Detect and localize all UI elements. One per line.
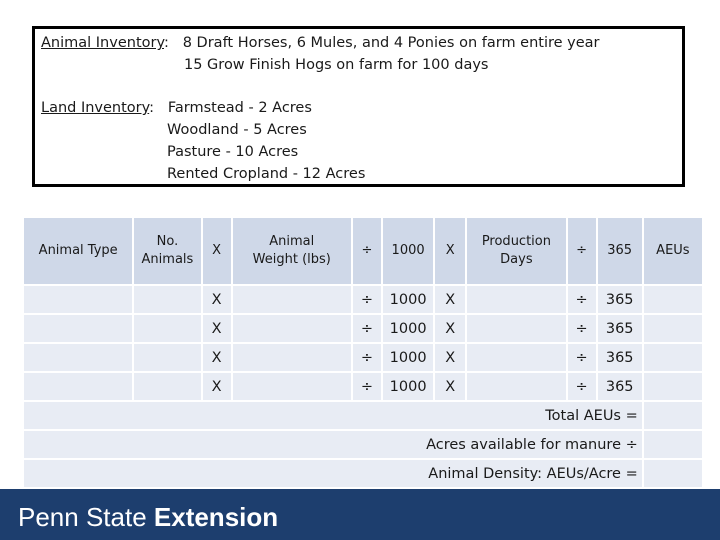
divide-cell-2: ÷ bbox=[568, 373, 596, 400]
animal-density-value[interactable] bbox=[644, 460, 702, 487]
animal-inventory-text-1: 8 Draft Horses, 6 Mules, and 4 Ponies on farm entire year bbox=[182, 35, 600, 51]
density-row bbox=[24, 460, 702, 487]
production-days-cell[interactable] bbox=[467, 286, 565, 313]
animal-type-cell[interactable] bbox=[24, 286, 132, 313]
land-inventory-line: Land Inventory: Farmstead - 2 Acres bbox=[41, 100, 312, 116]
weight-cell[interactable] bbox=[233, 344, 351, 371]
header-divide-2: ÷ bbox=[568, 218, 596, 284]
table-row bbox=[24, 286, 702, 313]
divide-cell-2: ÷ bbox=[568, 344, 596, 371]
weight-cell[interactable] bbox=[233, 315, 351, 342]
header-production-days: Production Days bbox=[467, 218, 565, 284]
header-thousand: 1000 bbox=[383, 218, 433, 284]
aeus-cell[interactable] bbox=[644, 286, 702, 313]
weight-cell[interactable] bbox=[233, 286, 351, 313]
no-animals-cell[interactable] bbox=[134, 315, 200, 342]
animal-inventory-line: Animal Inventory: 8 Draft Horses, 6 Mules, and 4 Ponies on farm entire year bbox=[41, 35, 600, 51]
penn-state-extension-logo bbox=[18, 502, 278, 533]
inventory-box bbox=[32, 26, 685, 187]
table-header-row bbox=[24, 218, 702, 284]
divide-cell: ÷ bbox=[353, 373, 381, 400]
times-cell: X bbox=[203, 344, 231, 371]
animal-type-cell[interactable] bbox=[24, 373, 132, 400]
aeu-calculation-table bbox=[22, 216, 704, 489]
divide-cell: ÷ bbox=[353, 315, 381, 342]
table-row bbox=[24, 315, 702, 342]
animal-type-cell[interactable] bbox=[24, 344, 132, 371]
header-divide: ÷ bbox=[353, 218, 381, 284]
header-aeus: AEUs bbox=[644, 218, 702, 284]
header-times: X bbox=[203, 218, 231, 284]
acres-available-label: Acres available for manure ÷ bbox=[24, 431, 642, 458]
land-inventory-label: Land Inventory bbox=[41, 100, 150, 116]
production-days-cell[interactable] bbox=[467, 315, 565, 342]
thousand-cell: 1000 bbox=[383, 286, 433, 313]
times-cell-2: X bbox=[435, 373, 465, 400]
land-item: Farmstead - 2 Acres bbox=[167, 100, 312, 116]
times-cell: X bbox=[203, 286, 231, 313]
times-cell-2: X bbox=[435, 344, 465, 371]
acres-row bbox=[24, 431, 702, 458]
land-item: Woodland - 5 Acres bbox=[167, 122, 307, 138]
times-cell: X bbox=[203, 373, 231, 400]
divide-cell: ÷ bbox=[353, 286, 381, 313]
acres-available-value[interactable] bbox=[644, 431, 702, 458]
aeus-cell[interactable] bbox=[644, 315, 702, 342]
divide-cell-2: ÷ bbox=[568, 286, 596, 313]
animal-inventory-label: Animal Inventory bbox=[41, 35, 164, 51]
logo-text-light: Penn State bbox=[18, 502, 147, 532]
days-year-cell: 365 bbox=[598, 315, 642, 342]
header-animal-type: Animal Type bbox=[24, 218, 132, 284]
days-year-cell: 365 bbox=[598, 286, 642, 313]
animal-inventory-text-2: 15 Grow Finish Hogs on farm for 100 days bbox=[184, 57, 489, 73]
production-days-cell[interactable] bbox=[467, 373, 565, 400]
table-row bbox=[24, 344, 702, 371]
no-animals-cell[interactable] bbox=[134, 373, 200, 400]
aeus-cell[interactable] bbox=[644, 373, 702, 400]
divide-cell-2: ÷ bbox=[568, 315, 596, 342]
times-cell-2: X bbox=[435, 286, 465, 313]
aeus-cell[interactable] bbox=[644, 344, 702, 371]
production-days-cell[interactable] bbox=[467, 344, 565, 371]
times-cell: X bbox=[203, 315, 231, 342]
land-item: Pasture - 10 Acres bbox=[167, 144, 299, 160]
header-no-animals: No. Animals bbox=[134, 218, 200, 284]
header-animal-weight: Animal Weight (lbs) bbox=[233, 218, 351, 284]
total-aeus-value[interactable] bbox=[644, 402, 702, 429]
no-animals-cell[interactable] bbox=[134, 344, 200, 371]
land-item: Rented Cropland - 12 Acres bbox=[167, 166, 366, 182]
header-days-year: 365 bbox=[598, 218, 642, 284]
thousand-cell: 1000 bbox=[383, 373, 433, 400]
total-aeus-label: Total AEUs = bbox=[24, 402, 642, 429]
no-animals-cell[interactable] bbox=[134, 286, 200, 313]
days-year-cell: 365 bbox=[598, 373, 642, 400]
weight-cell[interactable] bbox=[233, 373, 351, 400]
thousand-cell: 1000 bbox=[383, 315, 433, 342]
thousand-cell: 1000 bbox=[383, 344, 433, 371]
animal-type-cell[interactable] bbox=[24, 315, 132, 342]
times-cell-2: X bbox=[435, 315, 465, 342]
days-year-cell: 365 bbox=[598, 344, 642, 371]
total-aeus-row bbox=[24, 402, 702, 429]
animal-density-label: Animal Density: AEUs/Acre = bbox=[24, 460, 642, 487]
table-row bbox=[24, 373, 702, 400]
divide-cell: ÷ bbox=[353, 344, 381, 371]
header-times-2: X bbox=[435, 218, 465, 284]
logo-text-bold: Extension bbox=[153, 502, 279, 532]
